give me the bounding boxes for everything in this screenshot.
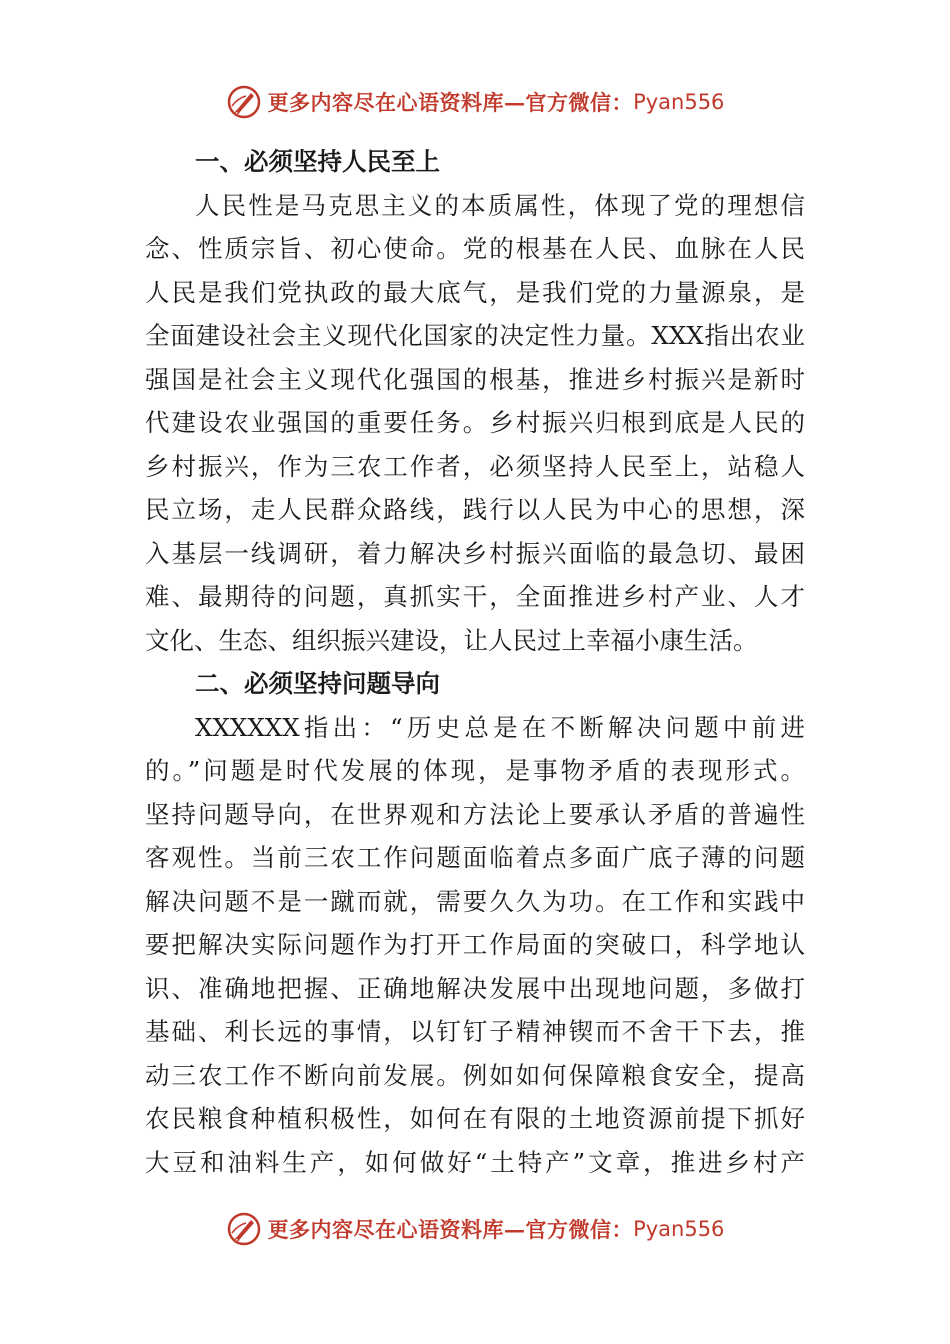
paragraph-line: 文化、生态、组织振兴建设，让人民过上幸福小康生活。 — [145, 625, 758, 655]
banner-wechat-id: Pyan556 — [633, 1217, 725, 1241]
document-body — [145, 140, 805, 1184]
section-heading: 二、必须坚持问题导向 — [195, 669, 440, 698]
paragraph-line: 念、性质宗旨、初心使命。党的根基在人民、血脉在人民 — [145, 234, 805, 263]
paragraph-line: 解决问题不是一蹴而就，需要久久为功。在工作和实践中 — [145, 886, 805, 916]
section-heading: 一、必须坚持人民至上 — [195, 147, 440, 176]
paragraph-line: 入基层一线调研，着力解决乡村振兴面临的最急切、最困 — [145, 538, 805, 568]
paragraph-line: 识、准确地把握、正确地解决发展中出现地问题，多做打 — [145, 973, 805, 1003]
banner-wechat-id: Pyan556 — [633, 90, 725, 114]
paragraph-line: 代建设农业强国的重要任务。乡村振兴归根到底是人民的 — [145, 408, 805, 437]
paragraph-line: 全面建设社会主义现代化国家的决定性力量。XXX指出农业 — [145, 321, 805, 350]
paragraph-line: XXXXXX指出：“历史总是在不断解决问题中前进 — [195, 712, 805, 742]
pen-logo-icon — [226, 1211, 262, 1247]
paragraph-line: 动三农工作不断向前发展。例如如何保障粮食安全，提高 — [145, 1060, 805, 1090]
paragraph-line: 人民性是马克思主义的本质属性，体现了党的理想信 — [195, 190, 805, 220]
paragraph-line: 坚持问题导向，在世界观和方法论上要承认矛盾的普遍性 — [145, 799, 805, 829]
paragraph-line: 要把解决实际问题作为打开工作局面的突破口，科学地认 — [145, 930, 805, 959]
paragraph-line: 客观性。当前三农工作问题面临着点多面广底子薄的问题 — [145, 843, 805, 872]
paragraph-line: 人民是我们党执政的最大底气，是我们党的力量源泉，是 — [145, 277, 805, 307]
paragraph-line: 农民粮食种植积极性，如何在有限的土地资源前提下抓好 — [145, 1104, 805, 1133]
banner-text: 更多内容尽在心语资料库—官方微信： — [267, 1217, 634, 1242]
paragraph-line: 难、最期待的问题，真抓实干，全面推进乡村产业、人才 — [145, 582, 805, 611]
paragraph-line: 的。”问题是时代发展的体现，是事物矛盾的表现形式。 — [145, 756, 805, 785]
paragraph-line: 乡村振兴，作为三农工作者，必须坚持人民至上，站稳人 — [145, 451, 805, 481]
footer-watermark-banner — [0, 1209, 950, 1249]
banner-text: 更多内容尽在心语资料库—官方微信： — [267, 90, 634, 115]
paragraph-line: 民立场，走人民群众路线，践行以人民为中心的思想，深 — [145, 495, 805, 524]
paragraph-line: 基础、利长远的事情，以钉钉子精神锲而不舍干下去，推 — [145, 1017, 805, 1046]
header-watermark-banner — [0, 82, 950, 122]
paragraph-line: 强国是社会主义现代化强国的根基，推进乡村振兴是新时 — [145, 364, 805, 394]
paragraph-line: 大豆和油料生产，如何做好“土特产”文章，推进乡村产 — [145, 1147, 805, 1177]
pen-logo-icon — [226, 84, 262, 120]
